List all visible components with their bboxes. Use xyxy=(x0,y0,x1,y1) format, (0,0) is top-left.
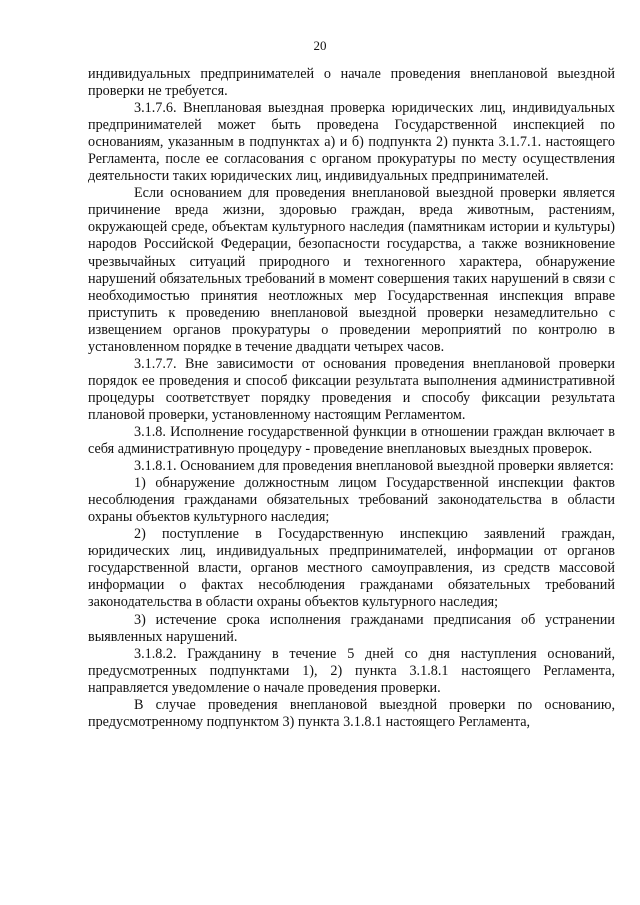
list-item-3: 3) истечение срока исполнения гражданами предписания об устранении выявленных нарушений. xyxy=(88,611,615,645)
paragraph-urgent-basis: Если основанием для проведения внеплановой выездной проверки является причинение вреда жизни, здоровью граждан, вреда животным, растениям, окружающей среде, объектам культурного наследия (памятникам истории и культуры) народов Российской Федерации, безопасности государства, а также возникновение чрезвычайных ситуаций природного и техногенного характера, обнаружение нарушений обязательных требований в момент совершения таких нарушений в связи с необходимостью принятия неотложных мер Государственная инспекция вправе приступить к проведению внеплановой выездной проверки незамедлительно с извещением органов прокуратуры о проведении мероприятий по контролю в установленном порядке в течение двадцати четырех часов. xyxy=(88,185,615,355)
list-item-1: 1) обнаружение должностным лицом Государственной инспекции фактов несоблюдения гражданами обязательных требований законодательства в области охраны объектов культурного наследия; xyxy=(88,475,615,526)
paragraph-3-1-7-7: 3.1.7.7. Вне зависимости от основания проведения внеплановой проверки порядок ее проведения и способ фиксации результата выполнения административной процедуры соответствует порядку проведения и способу фиксации результата плановой проверки, установленному настоящим Регламентом. xyxy=(88,355,615,423)
page-number: 20 xyxy=(313,38,327,53)
paragraph-3-1-8-1: 3.1.8.1. Основанием для проведения внеплановой выездной проверки является: xyxy=(134,458,614,475)
paragraph-continuation: индивидуальных предпринимателей о начале проведения внеплановой выездной проверки не требуется. xyxy=(88,66,615,100)
paragraph-3-1-8-2: 3.1.8.2. Гражданину в течение 5 дней со дня наступления оснований, предусмотренных подпунктами 1), 2) пункта 3.1.8.1 настоящего Регламента, направляется уведомление о начале проведения проверки. xyxy=(88,645,615,696)
paragraph-3-1-7-6: 3.1.7.6. Внеплановая выездная проверка юридических лиц, индивидуальных предпринимателей может быть проведена Государственной инспекцией по основаниям, указанным в подпунктах а) и б) подпункта 2) пункта 3.1.7.1. настоящего Регламента, после ее согласования с органом прокуратуры по месту осуществления деятельности таких юридических лиц, индивидуальных предпринимателей. xyxy=(88,100,615,185)
paragraph-final: В случае проведения внеплановой выездной проверки по основанию, предусмотренному подпунктом 3) пункта 3.1.8.1 настоящего Регламента, xyxy=(88,696,615,730)
list-item-2: 2) поступление в Государственную инспекцию заявлений граждан, юридических лиц, индивидуальных предпринимателей, информации от органов государственной власти, органов местного самоуправления, из средств массовой информации о фактах несоблюдения гражданами обязательных требований законодательства в области охраны объектов культурного наследия; xyxy=(88,526,615,611)
document-body xyxy=(88,66,615,731)
paragraph-3-1-8: 3.1.8. Исполнение государственной функции в отношении граждан включает в себя административную процедуру - проведение внеплановых выездных проверок. xyxy=(88,423,615,458)
